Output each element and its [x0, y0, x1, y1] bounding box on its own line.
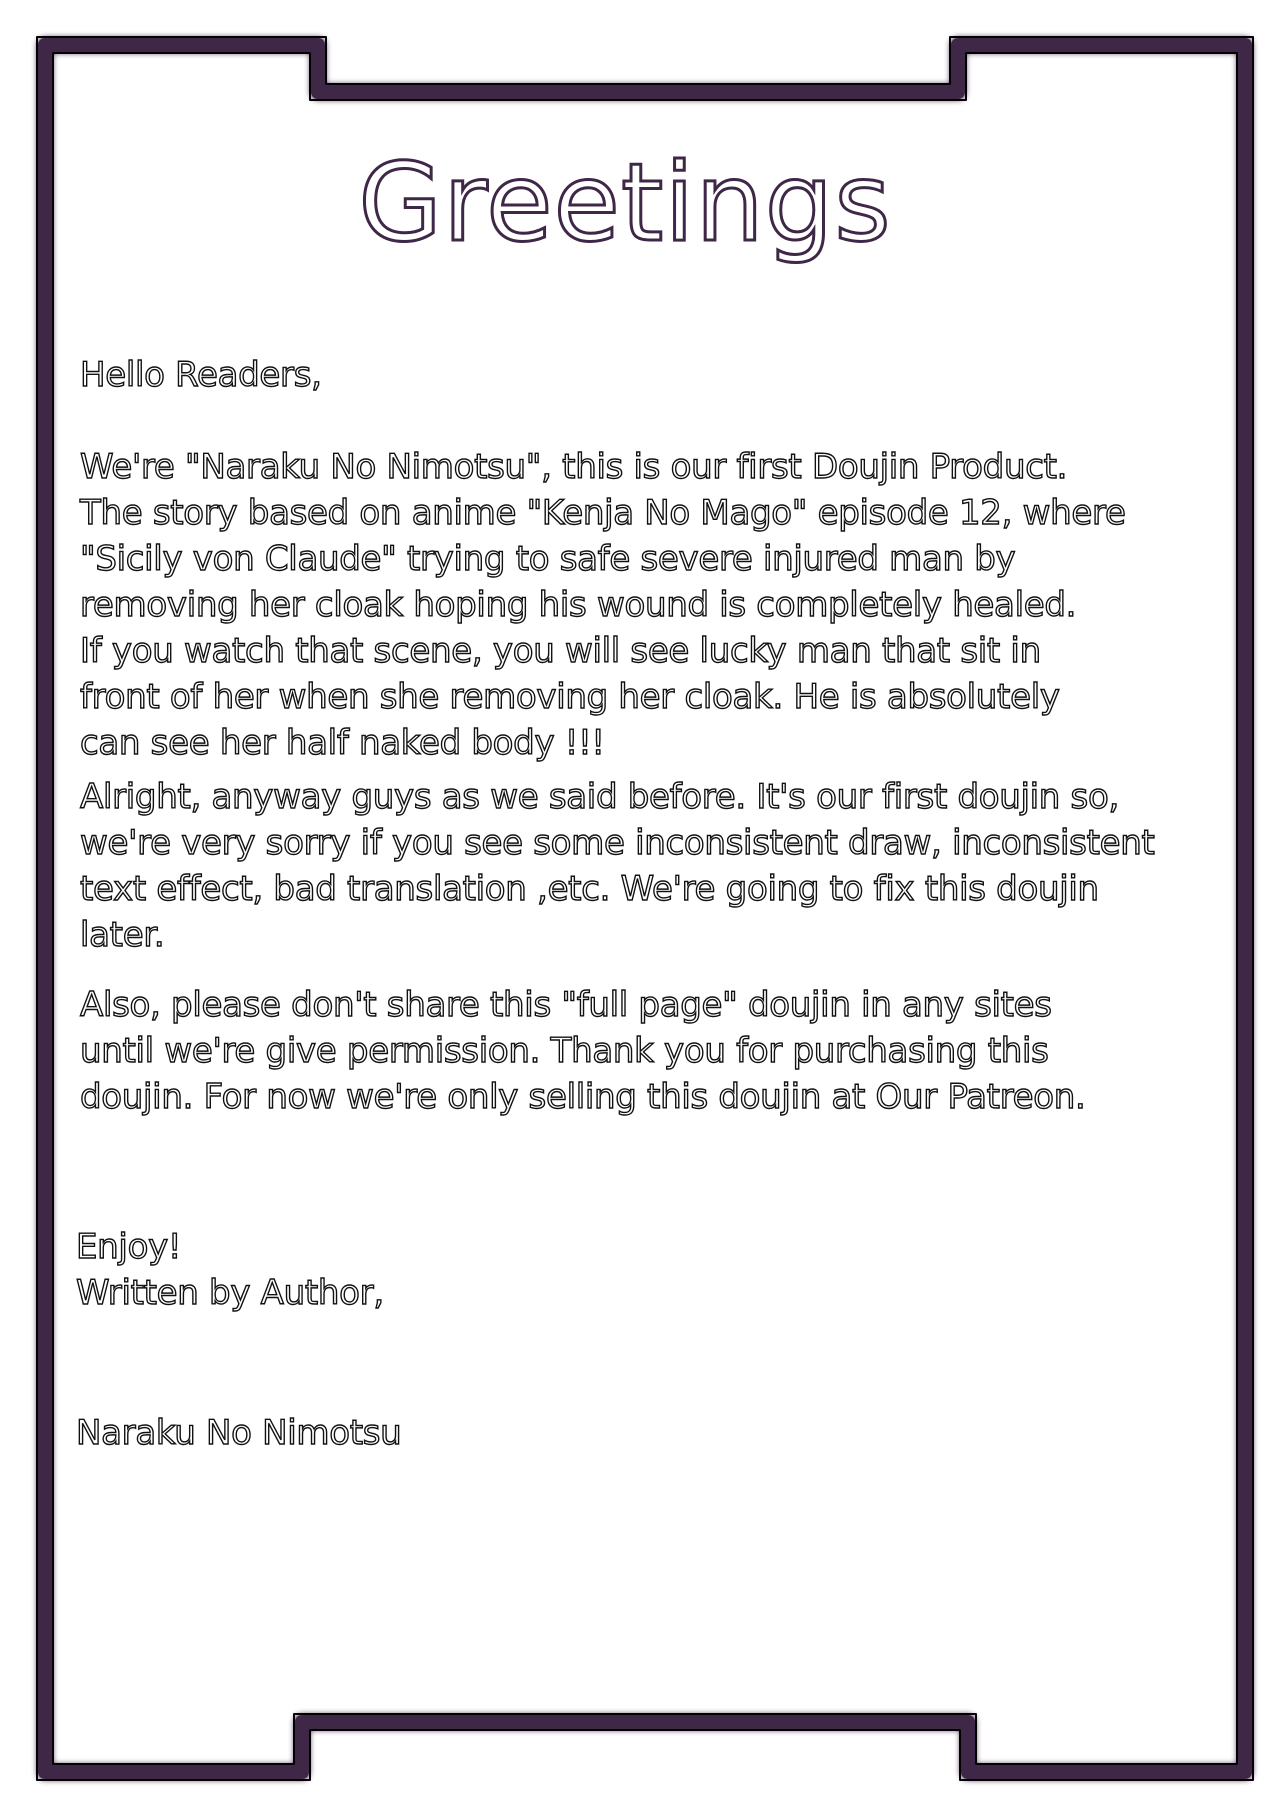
paragraph-line: can see her half naked body !!!: [80, 723, 605, 763]
paragraph-line: text effect, bad translation ,etc. We're going to fix this doujin: [80, 869, 1099, 909]
closing-written-by: Written by Author,: [76, 1273, 384, 1313]
closing-enjoy: Enjoy!: [76, 1227, 182, 1267]
greeting-line: Hello Readers,: [80, 355, 322, 395]
paragraph-line: "Sicily von Claude" trying to safe severe injured man by: [80, 539, 1016, 579]
paragraph-line: The story based on anime "Kenja No Mago" episode 12, where: [80, 493, 1126, 533]
closing-block: [76, 1224, 384, 1316]
paragraph-line: We're "Naraku No Nimotsu", this is our first Doujin Product.: [80, 447, 1068, 487]
paragraph-line: later.: [80, 915, 165, 955]
paragraph-line: Alright, anyway guys as we said before. It's our first doujin so,: [80, 777, 1119, 817]
paragraph-apology: [80, 774, 1230, 958]
page-title: Greetings: [358, 141, 892, 266]
paragraph-sharing: [80, 982, 1230, 1120]
paragraph-line: we're very sorry if you see some inconsistent draw, inconsistent: [80, 823, 1155, 863]
paragraph-line: removing her cloak hoping his wound is completely healed.: [80, 585, 1077, 625]
paragraph-line: until we're give permission. Thank you for purchasing this: [80, 1031, 1049, 1071]
paragraph-line: doujin. For now we're only selling this doujin at Our Patreon.: [80, 1077, 1086, 1117]
letter-body: [80, 352, 1230, 1120]
paragraph-intro: [80, 444, 1230, 766]
paragraph-line: If you watch that scene, you will see lucky man that sit in: [80, 631, 1041, 671]
paragraph-line: front of her when she removing her cloak. He is absolutely: [80, 677, 1060, 717]
paragraph-line: Also, please don't share this "full page" doujin in any sites: [80, 985, 1052, 1025]
author-signature: Naraku No Nimotsu: [76, 1413, 402, 1453]
